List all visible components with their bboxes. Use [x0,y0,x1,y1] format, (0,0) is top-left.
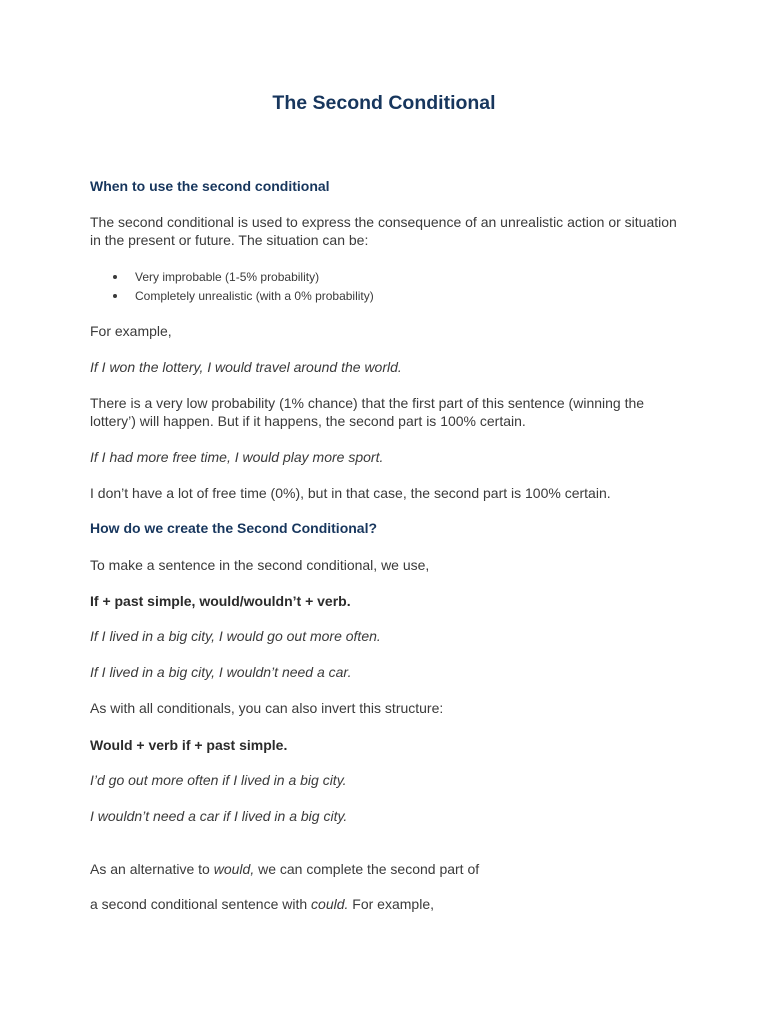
alt-text-b: we can complete the second part of [254,861,480,877]
how-to-intro: To make a sentence in the second conditional, we use, [90,557,430,573]
explanation-paragraph-lottery: There is a very low probability (1% chance) that the first part of this sentence (winning the lottery’) will happen. But if it happens, the second part is 100% certain. [90,395,645,429]
for-example-text: For example, [90,323,172,339]
example-sentence-inverted-need-car: I wouldn’t need a car if I lived in a big city. [90,808,348,824]
page-title: The Second Conditional [272,92,496,114]
list-item [90,268,374,287]
example-sentence-lottery: If I won the lottery, I would travel around the world. [90,359,402,375]
intro-paragraph: The second conditional is used to express the consequence of an unrealistic action or situation in the present or future. The situation can be: [90,214,677,248]
formula-if-past-simple: If + past simple, would/wouldn’t + verb. [90,593,351,609]
list-item-text: Very improbable (1-5% probability) [135,270,320,284]
alt-text-a: As an alternative to [90,861,214,877]
alt-word-could: could. [311,896,349,912]
alt-text-c: a second conditional sentence with [90,896,312,912]
alternative-could-line2 [90,895,690,913]
explanation-paragraph-free-time: I don’t have a lot of free time (0%), but in that case, the second part is 100% certain. [90,485,611,501]
example-sentence-need-car: If I lived in a big city, I wouldn’t need a car. [90,664,352,680]
section-heading-how-to-create: How do we create the Second Conditional? [90,520,378,536]
formula-would-verb: Would + verb if + past simple. [90,737,288,753]
example-sentence-free-time: If I had more free time, I would play more sport. [90,449,384,465]
probability-list [90,268,374,306]
section-heading-when-to-use: When to use the second conditional [90,178,330,194]
alt-text-d: For example, [348,896,434,912]
list-item [90,287,374,306]
list-item-text: Completely unrealistic (with a 0% probability) [135,289,374,303]
bullet-icon [113,275,117,279]
example-sentence-go-out: If I lived in a big city, I would go out more often. [90,628,381,644]
alt-word-would: would, [213,861,255,877]
invert-intro: As with all conditionals, you can also invert this structure: [90,700,444,716]
bullet-icon [113,294,117,298]
example-sentence-inverted-go-out: I’d go out more often if I lived in a big city. [90,772,347,788]
alternative-could-line1 [90,860,690,878]
